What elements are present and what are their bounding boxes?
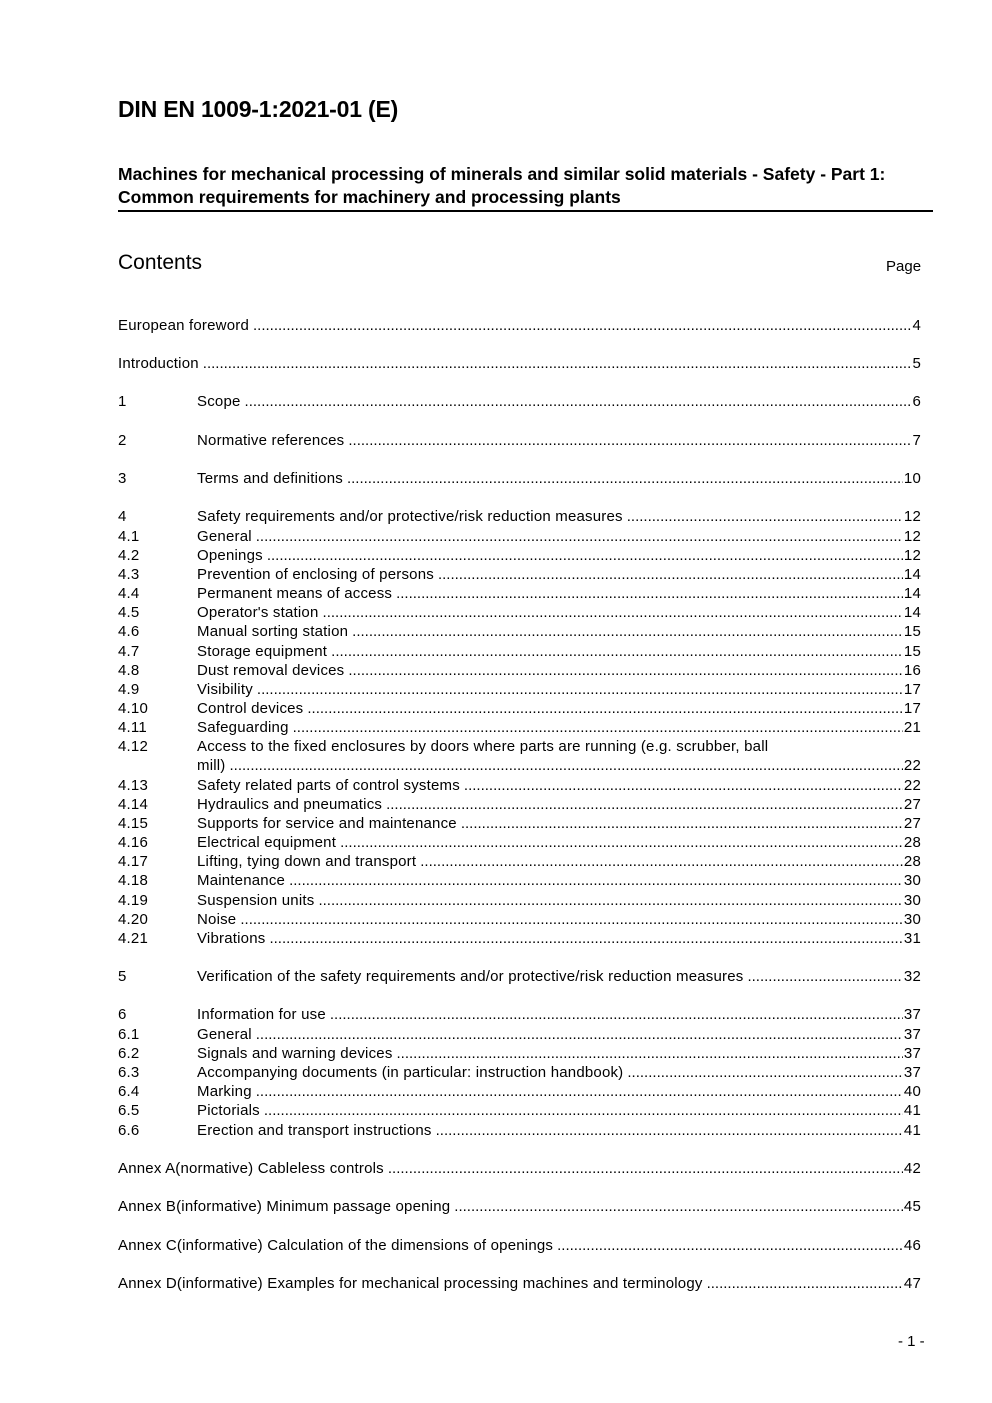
dot-leader: [348, 661, 903, 680]
toc-entry-title: Visibility: [197, 681, 253, 698]
dot-leader: [253, 316, 911, 335]
toc-entry-number: 6.1: [118, 1026, 140, 1043]
toc-entry-title: Marking: [197, 1083, 252, 1100]
toc-entry-page: 30: [903, 911, 921, 928]
dot-leader: [331, 642, 903, 661]
toc-entry-number: 4.6: [118, 623, 140, 640]
toc-entry-title: Lifting, tying down and transport: [197, 853, 417, 870]
toc-entry-page: 14: [903, 566, 921, 583]
dot-leader: [230, 756, 903, 775]
toc-entry-title: Supports for service and maintenance: [197, 815, 457, 832]
toc-entry-page: 37: [903, 1026, 921, 1043]
toc-entry-page: 30: [903, 872, 921, 889]
toc-entry-number: 6.5: [118, 1102, 140, 1119]
dot-leader: [245, 392, 912, 411]
toc-entry-page: 30: [903, 892, 921, 909]
toc-entry-title: Operator's station: [197, 604, 319, 621]
toc-entry-page: 12: [903, 508, 921, 525]
dot-leader: [293, 718, 903, 737]
toc-entry-title: Control devices: [197, 700, 304, 717]
toc-entry-page: 45: [903, 1198, 921, 1215]
toc-entry-number: 4.13: [118, 777, 148, 794]
dot-leader: [627, 507, 903, 526]
toc-entry-page: 42: [903, 1160, 921, 1177]
toc-entry-title-continued: mill): [197, 757, 226, 775]
toc-entry-number: 4.20: [118, 911, 148, 928]
toc-entry-number: 6.3: [118, 1064, 140, 1081]
dot-leader: [461, 814, 903, 833]
contents-heading: Contents: [118, 251, 203, 274]
dot-leader: [386, 795, 903, 814]
toc-entry-title: Pictorials: [197, 1102, 260, 1119]
toc-entry-number: 4.11: [118, 719, 147, 736]
toc-entry-title: Introduction: [118, 355, 199, 372]
toc-entry-title: Hydraulics and pneumatics: [197, 796, 383, 813]
toc-entry-title: Annex A(normative) Cableless controls: [118, 1160, 384, 1177]
toc-entry-title: Openings: [197, 547, 263, 564]
toc-entry-title: Storage equipment: [197, 643, 328, 660]
dot-leader: [340, 833, 903, 852]
dot-leader: [436, 1121, 903, 1140]
toc-entry-page: 15: [903, 623, 921, 640]
dot-leader: [627, 1063, 903, 1082]
toc-entry-page: 37: [903, 1064, 921, 1081]
toc-entry-page: 32: [903, 968, 921, 985]
toc-entry-title: Terms and definitions: [197, 470, 343, 487]
toc-entry-number: 4.5: [118, 604, 140, 621]
toc-entry-title: European foreword: [118, 317, 249, 334]
dot-leader: [420, 852, 903, 871]
dot-leader: [707, 1274, 903, 1293]
dot-leader: [264, 1101, 903, 1120]
toc-entry-page: 7: [912, 432, 921, 449]
dot-leader: [256, 1082, 903, 1101]
toc-entry-title: Accompanying documents (in particular: instruction handbook): [197, 1064, 624, 1081]
toc-entry-title: General: [197, 528, 252, 545]
toc-entry-page: 41: [903, 1102, 921, 1119]
toc-entry-number: 4.14: [118, 796, 148, 813]
dot-leader: [269, 929, 902, 948]
dot-leader: [267, 546, 903, 565]
dot-leader: [348, 431, 911, 450]
toc-entry-page: 46: [903, 1237, 921, 1254]
dot-leader: [454, 1197, 903, 1216]
toc-entry-title: Electrical equipment: [197, 834, 337, 851]
toc-entry-page: 17: [903, 681, 921, 698]
dot-leader: [347, 469, 903, 488]
toc-entry-number: 4.8: [118, 662, 140, 679]
toc-entry-number: 4.2: [118, 547, 140, 564]
toc-entry-page: 37: [903, 1045, 921, 1062]
toc-entry-page: 16: [903, 662, 921, 679]
toc-entry-page: 14: [903, 585, 921, 602]
dot-leader: [438, 565, 903, 584]
toc-entry-page: 37: [903, 1006, 921, 1023]
toc-entry-number: 4.19: [118, 892, 148, 909]
toc-entry-title: Dust removal devices: [197, 662, 345, 679]
toc-entry-number: 4.7: [118, 643, 140, 660]
toc-entry-title: Safety related parts of control systems: [197, 777, 460, 794]
toc-entry-title: Noise: [197, 911, 237, 928]
toc-entry-page: 28: [903, 834, 921, 851]
toc-entry-title: Annex D(informative) Examples for mechanical processing machines and terminology: [118, 1275, 703, 1292]
dot-leader: [240, 910, 903, 929]
toc-entry-title: Maintenance: [197, 872, 286, 889]
toc-entry-number: 3: [118, 470, 127, 487]
toc-entry-page: 27: [903, 796, 921, 813]
toc-entry-page: 47: [903, 1275, 921, 1292]
toc-entry-page: 22: [903, 777, 921, 794]
toc-entry-title: Information for use: [197, 1006, 326, 1023]
toc-entry-number: 6.6: [118, 1122, 140, 1139]
toc-entry-page: 40: [903, 1083, 921, 1100]
toc-entry-number: 4.4: [118, 585, 140, 602]
toc-entry-title: Annex B(informative) Minimum passage opening: [118, 1198, 451, 1215]
dot-leader: [397, 1044, 903, 1063]
dot-leader: [557, 1236, 903, 1255]
toc-entry-title: Manual sorting station: [197, 623, 349, 640]
dot-leader: [307, 699, 903, 718]
toc-entry-page: 4: [912, 317, 921, 334]
toc-entry-number: 6: [118, 1006, 127, 1023]
toc-entry-number: 4.12: [118, 738, 148, 755]
dot-leader: [256, 527, 903, 546]
toc-entry-title: Prevention of enclosing of persons: [197, 566, 434, 583]
dot-leader: [318, 891, 902, 910]
toc-entry-page: 31: [903, 930, 921, 947]
toc-entry-page: 28: [903, 853, 921, 870]
toc-entry-title: Permanent means of access: [197, 585, 393, 602]
toc-entry-title: Access to the fixed enclosures by doors where parts are running (e.g. scrubber, ball: [197, 738, 769, 755]
toc-entry-number: 4: [118, 508, 127, 525]
toc-entry-title: Safeguarding: [197, 719, 289, 736]
toc-entry-page: 6: [912, 393, 921, 410]
toc-entry-page: 14: [903, 604, 921, 621]
toc-entry-title: Normative references: [197, 432, 345, 449]
toc-entry-title: Erection and transport instructions: [197, 1122, 432, 1139]
toc-entry-page: 12: [903, 547, 921, 564]
dot-leader: [396, 584, 903, 603]
dot-leader: [388, 1159, 903, 1178]
dot-leader: [464, 776, 903, 795]
dot-leader: [257, 680, 903, 699]
document-title: DIN EN 1009-1:2021-01 (E): [118, 96, 399, 122]
toc-entry-page: 12: [903, 528, 921, 545]
toc-entry-title: Verification of the safety requirements and/or protective/risk reduction measures: [197, 968, 744, 985]
toc-entry-page: 10: [903, 470, 921, 487]
dot-leader: [289, 871, 903, 890]
page-column-heading: Page: [886, 258, 922, 275]
toc-entry-number: 6.4: [118, 1083, 140, 1100]
toc-entry-number: 4.15: [118, 815, 148, 832]
toc-entry-title: Safety requirements and/or protective/risk reduction measures: [197, 508, 623, 525]
toc-entry-title: Signals and warning devices: [197, 1045, 393, 1062]
toc-entry-number: 4.18: [118, 872, 148, 889]
toc-entry-number: 2: [118, 432, 127, 449]
dot-leader: [323, 603, 903, 622]
dot-leader: [203, 354, 912, 373]
toc-entry-title: Scope: [197, 393, 241, 410]
toc-entry-number: 1: [118, 393, 127, 410]
toc-entry-number: 6.2: [118, 1045, 140, 1062]
toc-entry-title: Annex C(informative) Calculation of the dimensions of openings: [118, 1237, 554, 1254]
toc-entry-page: 5: [912, 355, 921, 372]
toc-entry-title: Vibrations: [197, 930, 266, 947]
toc-entry-page: 15: [903, 643, 921, 660]
dot-leader: [256, 1025, 903, 1044]
dot-leader: [330, 1005, 903, 1024]
dot-leader: [747, 967, 902, 986]
toc-entry-number: 5: [118, 968, 127, 985]
toc-entry-number: 4.17: [118, 853, 148, 870]
toc-entry-number: 4.1: [118, 528, 140, 545]
toc-entry-page: 22: [903, 757, 921, 775]
toc-entry-number: 4.10: [118, 700, 148, 717]
toc-entry-number: 4.3: [118, 566, 140, 583]
toc-entry-number: 4.9: [118, 681, 140, 698]
toc-entry-page: 41: [903, 1122, 921, 1139]
toc-entry-page: 21: [903, 719, 921, 736]
page-number-footer: - 1 -: [898, 1333, 925, 1350]
toc-entry-number: 4.16: [118, 834, 148, 851]
toc-entry-title: General: [197, 1026, 252, 1043]
dot-leader: [352, 622, 903, 641]
toc-entry-title: Suspension units: [197, 892, 315, 909]
document-subtitle: Machines for mechanical processing of minerals and similar solid materials - Safety - Part 1: Common requirements for machinery and processing plants: [118, 163, 933, 212]
toc-entry-page: 17: [903, 700, 921, 717]
toc-entry-page: 27: [903, 815, 921, 832]
toc-entry-number: 4.21: [118, 930, 148, 947]
